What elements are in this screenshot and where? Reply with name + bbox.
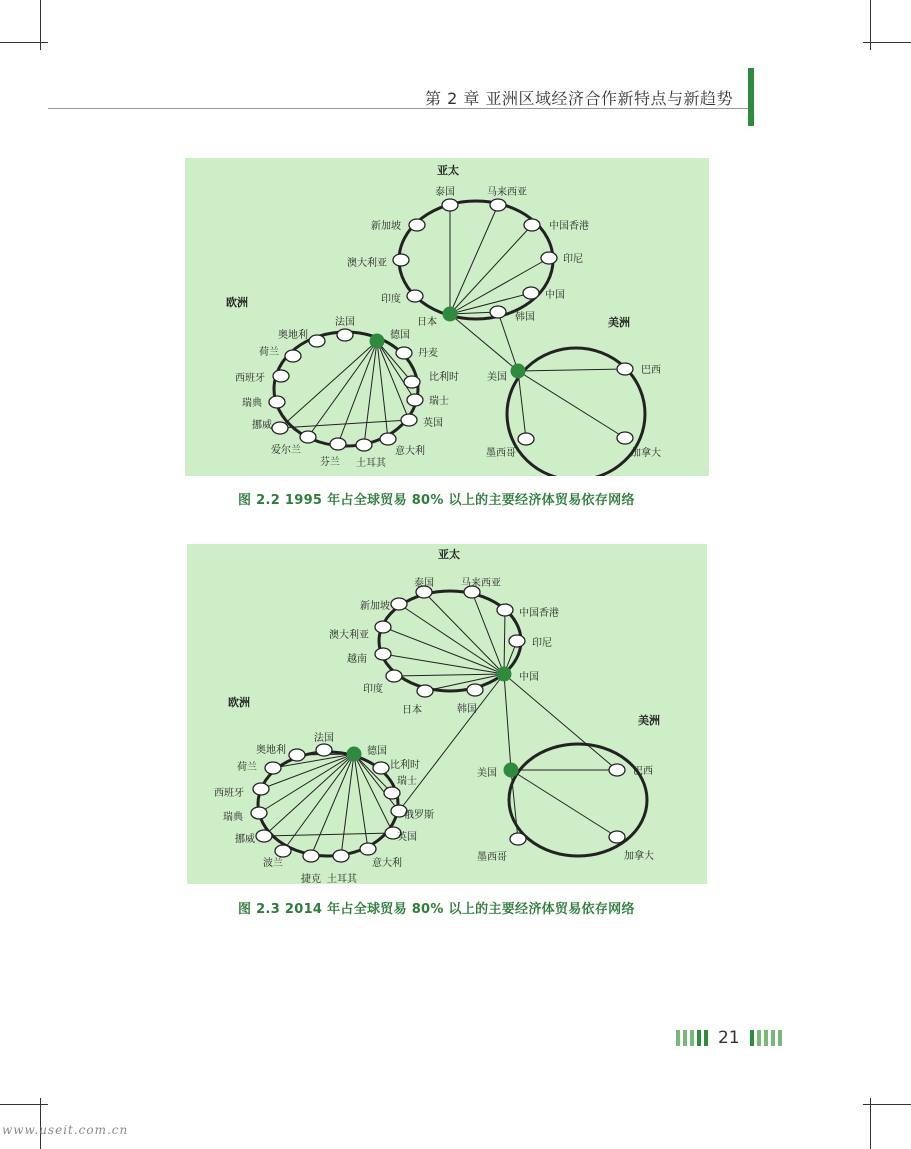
node-label: 比利时 xyxy=(429,372,459,383)
economy-node xyxy=(396,347,412,359)
node-label: 印度 xyxy=(381,294,401,305)
economy-node xyxy=(380,433,396,445)
trade-link xyxy=(338,341,377,444)
economy-node xyxy=(384,787,400,799)
economy-node xyxy=(417,685,433,697)
trade-link xyxy=(504,674,617,770)
region-label-europe: 欧洲 xyxy=(228,696,250,709)
page-stripes-left xyxy=(676,1030,708,1046)
node-label: 巴西 xyxy=(633,766,653,777)
economy-node xyxy=(316,744,332,756)
trade-link xyxy=(518,371,625,438)
economy-node xyxy=(404,376,420,388)
economy-node xyxy=(409,219,425,231)
node-label: 马来西亚 xyxy=(487,187,527,198)
region-label-asia: 亚太 xyxy=(437,164,459,177)
economy-node xyxy=(273,370,289,382)
economy-node xyxy=(251,807,267,819)
trade-link xyxy=(264,833,393,836)
node-label: 中国香港 xyxy=(549,221,589,232)
node-label: 瑞典 xyxy=(242,398,262,409)
crop-mark xyxy=(870,1098,871,1149)
trade-link xyxy=(518,369,625,371)
node-label: 新加坡 xyxy=(371,221,401,232)
economy-node xyxy=(333,850,349,862)
node-label: 印尼 xyxy=(532,638,552,649)
page-stripes-right xyxy=(750,1030,782,1046)
node-label: 爱尔兰 xyxy=(271,445,301,456)
crop-mark xyxy=(40,0,41,50)
economy-node xyxy=(490,199,506,211)
trade-link xyxy=(450,205,498,314)
americas-ring xyxy=(509,744,647,856)
economy-node xyxy=(253,783,269,795)
chapter-header: 第 2 章 亚洲区域经济合作新特点与新趋势 xyxy=(425,89,733,108)
figure-caption-1995: 图 2.2 1995 年占全球贸易 80% 以上的主要经济体贸易依存网络 xyxy=(238,493,635,508)
economy-node xyxy=(617,363,633,375)
economy-node xyxy=(509,635,525,647)
figure-network-1995 xyxy=(185,158,709,476)
region-label-americas: 美洲 xyxy=(638,714,660,727)
trade-link xyxy=(518,371,526,439)
node-label: 马来西亚 xyxy=(461,578,501,589)
node-label: 巴西 xyxy=(641,365,661,376)
economy-node xyxy=(617,432,633,444)
node-label: 荷兰 xyxy=(237,762,257,773)
hub-node xyxy=(370,334,384,348)
node-label: 日本 xyxy=(402,705,422,716)
trade-link xyxy=(504,674,511,770)
trade-link xyxy=(511,770,617,837)
node-label: 挪威 xyxy=(252,420,272,431)
node-label: 泰国 xyxy=(435,187,455,198)
node-label: 荷兰 xyxy=(259,347,279,358)
hub-node xyxy=(347,747,361,761)
region-label-americas: 美洲 xyxy=(608,316,630,329)
economy-node xyxy=(510,833,526,845)
crop-mark xyxy=(870,0,871,50)
region-label-asia: 亚太 xyxy=(438,548,460,561)
node-label: 芬兰 xyxy=(320,457,340,468)
node-label: 瑞典 xyxy=(223,812,243,823)
figure-network-2014 xyxy=(187,544,707,884)
node-label: 墨西哥 xyxy=(486,448,516,459)
node-label: 泰国 xyxy=(414,578,434,589)
node-label: 波兰 xyxy=(263,858,283,869)
trade-link xyxy=(383,654,504,674)
trade-link xyxy=(394,674,504,676)
node-label: 意大利 xyxy=(372,858,402,869)
node-label: 丹麦 xyxy=(418,348,438,359)
hub-node xyxy=(443,307,457,321)
header-rule xyxy=(48,108,748,109)
economy-node xyxy=(386,670,402,682)
node-label: 加拿大 xyxy=(631,448,661,459)
region-label-europe: 欧洲 xyxy=(226,296,248,309)
economy-node xyxy=(609,764,625,776)
node-label: 瑞士 xyxy=(397,776,417,787)
economy-node xyxy=(375,621,391,633)
economy-node xyxy=(285,350,301,362)
node-label: 土耳其 xyxy=(356,458,386,469)
node-label: 西班牙 xyxy=(235,373,265,384)
economy-node xyxy=(497,604,513,616)
page-number-area xyxy=(676,1027,782,1049)
node-label: 印尼 xyxy=(563,254,583,265)
node-label: 美国 xyxy=(487,372,507,383)
node-label: 法国 xyxy=(335,317,355,328)
node-label: 中国 xyxy=(519,672,539,683)
economy-node xyxy=(391,598,407,610)
economy-node xyxy=(360,843,376,855)
economy-node xyxy=(518,433,534,445)
node-label: 中国香港 xyxy=(519,608,559,619)
node-label: 墨西哥 xyxy=(477,852,507,863)
economy-node xyxy=(373,762,389,774)
node-label: 澳大利亚 xyxy=(347,258,387,269)
node-label: 日本 xyxy=(417,317,437,328)
hub-node xyxy=(511,364,525,378)
node-label: 中国 xyxy=(545,290,565,301)
economy-node xyxy=(609,831,625,843)
trade-link xyxy=(399,674,504,811)
node-label: 美国 xyxy=(477,768,497,779)
node-label: 澳大利亚 xyxy=(329,630,369,641)
network-diagram-1995 xyxy=(185,158,709,476)
economy-node xyxy=(309,335,325,347)
economy-node xyxy=(523,287,539,299)
node-label: 意大利 xyxy=(395,446,425,457)
node-label: 捷克 xyxy=(301,874,321,884)
node-label: 土耳其 xyxy=(327,874,357,884)
node-label: 奥地利 xyxy=(256,745,286,756)
economy-node xyxy=(275,845,291,857)
network-diagram-2014 xyxy=(187,544,707,884)
node-label: 瑞士 xyxy=(429,396,449,407)
node-label: 印度 xyxy=(363,684,383,695)
economy-node xyxy=(300,431,316,443)
node-label: 英国 xyxy=(423,418,443,429)
node-label: 英国 xyxy=(397,832,417,843)
node-label: 加拿大 xyxy=(624,851,654,862)
economy-node xyxy=(401,414,417,426)
economy-node xyxy=(269,396,285,408)
node-label: 德国 xyxy=(367,746,387,757)
economy-node xyxy=(541,252,557,264)
page-number: 21 xyxy=(718,1028,740,1048)
node-label: 新加坡 xyxy=(360,601,390,612)
economy-node xyxy=(272,422,288,434)
economy-node xyxy=(407,394,423,406)
economy-node xyxy=(337,329,353,341)
economy-node xyxy=(330,438,346,450)
hub-node xyxy=(497,667,511,681)
trade-link xyxy=(504,610,505,674)
economy-node xyxy=(393,254,409,266)
node-label: 韩国 xyxy=(515,312,535,323)
trade-link xyxy=(450,314,518,371)
trade-link xyxy=(424,592,504,674)
economy-node xyxy=(442,199,458,211)
economy-node xyxy=(524,219,540,231)
hub-node xyxy=(504,763,518,777)
header-accent-bar xyxy=(748,68,754,126)
economy-node xyxy=(303,850,319,862)
economy-node xyxy=(256,830,272,842)
node-label: 比利时 xyxy=(390,760,420,771)
node-label: 挪威 xyxy=(235,834,255,845)
figure-caption-2014: 图 2.3 2014 年占全球贸易 80% 以上的主要经济体贸易依存网络 xyxy=(238,902,635,917)
node-label: 俄罗斯 xyxy=(404,810,434,821)
economy-node xyxy=(467,684,483,696)
economy-node xyxy=(265,762,281,774)
economy-node xyxy=(375,648,391,660)
economy-node xyxy=(289,749,305,761)
trade-link xyxy=(450,225,532,314)
node-label: 越南 xyxy=(347,654,367,665)
node-label: 法国 xyxy=(314,733,334,744)
node-label: 奥地利 xyxy=(278,330,308,341)
economy-node xyxy=(490,306,506,318)
node-label: 西班牙 xyxy=(214,788,244,799)
economy-node xyxy=(356,439,372,451)
node-label: 德国 xyxy=(390,330,410,341)
economy-node xyxy=(407,290,423,302)
watermark: www.useit.com.cn xyxy=(2,1123,129,1137)
node-label: 韩国 xyxy=(457,704,477,715)
